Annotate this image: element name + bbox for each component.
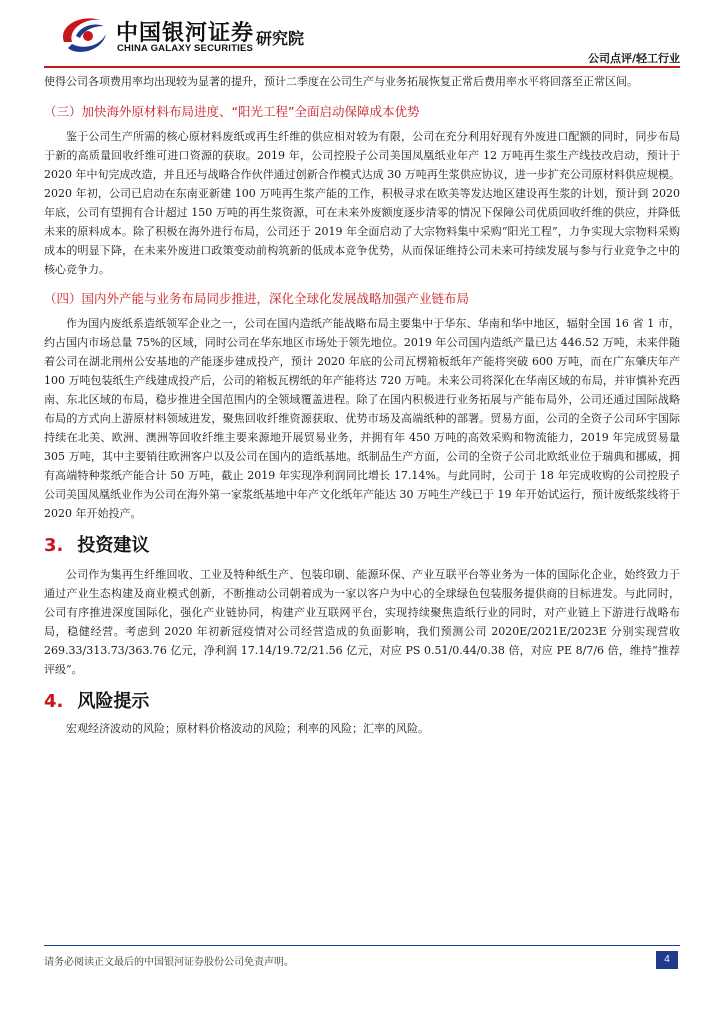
- section-title: 风险提示: [77, 691, 150, 712]
- galaxy-logo-icon: [58, 12, 110, 56]
- report-body: [44, 70, 680, 738]
- subsection-heading-3: （三）加快海外原材料布局进度、“阳光工程”全面启动保障成本优势: [44, 104, 420, 119]
- brand-name-en: CHINA GALAXY SECURITIES: [117, 43, 254, 54]
- section-heading-investment: [44, 533, 680, 559]
- section-title: 投资建议: [77, 535, 150, 556]
- brand-name-cn: 中国银河证券: [116, 21, 255, 46]
- page-header: [0, 0, 724, 70]
- risk-paragraph: 宏观经济波动的风险；原材料价格波动的风险；利率的风险；汇率的风险。: [66, 722, 429, 735]
- footer-disclaimer: 请务必阅读正文最后的中国银河证券股份公司免责声明。: [44, 957, 294, 968]
- subsection-paragraph-4: 作为国内废纸系造纸领军企业之一，公司在国内造纸产能战略布局主要集中于华东、华南和华中地区，辐射全国 16 省 1 市，约占国内市场总量 75%的区域，同时公司在华东地区市场处于领先地位。2019 年公司国内造纸产量已达 446.52 万吨，未来伴随着公司在湖北荆州公安基地的产能逐步建成投产，预计 2020 年底的公司瓦楞箱板纸年产能将突破 600 万吨，而在广东肇庆年产 100 万吨包装纸生产线建成投产后，公司的箱板瓦楞纸的年产能将达 720 万吨。未来公司将深化在华南区域的布局，并审慎补充西南、东北区域的布局，稳步推进全国范围内的全领域覆盖进程。除了在国内积极进行业务拓展与产能布局外，公司还通过国际战略布局的方式向上游原材料领域进发，聚焦回收纤维资源获取、优势市场及高端纸种的部署。贸易方面，公司的全资子公司环宇国际持续在北美、欧洲、澳洲等回收纤维主要来源地开展贸易业务，并拥有年 450 万吨的高效采购和物流能力，2019 年完成贸易量 305 万吨，其中主要销往欧洲客户以及公司在国内的造纸基地。纸制品生产方面，公司的全资子公司北欧纸业位于瑞典和挪威，拥有高端特种浆纸产能合计 50 万吨，截止 2019 年实现净利润同比增长 17.14%。与此同时，公司于 18 年完成收购的公司控股子公司美国凤凰纸业作为公司在海外第一家浆纸基地中年产文化纸年产能达 30 万吨生产线已于 19 年开始试运行，预计废纸浆线将于 2020 年开始投产。: [44, 317, 680, 520]
- investment-paragraph: 公司作为集再生纤维回收、工业及特种纸生产、包装印刷、能源环保、产业互联平台等业务为一体的国际化企业，始终致力于通过产业生态构建及商业模式创新，不断推动公司朝着成为一家以客户为中心的全球绿色包装服务提供商的目标进发。与此同时，公司有序推进深度国际化，强化产业链协同，构建产业互联网平台，实现持续聚焦造纸行业的同时，对产业链上下游进行战略布局，稳健经营。考虑到 2020 年初新冠疫情对公司经营造成的负面影响，我们预测公司 2020E/2021E/2023E 分别实现营收 269.33/313.73/363.76 亿元，净利润 17.14/19.72/21.56 亿元，对应 PS 0.51/0.44/0.38 倍，对应 PE 8/7/6 倍，维持“推荐评级”。: [44, 568, 680, 676]
- header-divider: [44, 66, 680, 68]
- institute-label: 研究院: [256, 29, 305, 48]
- subsection-paragraph-3: 鉴于公司生产所需的核心原材料废纸或再生纤维的供应相对较为有限，公司在充分利用好现有外废进口配额的同时，同步布局于新的高质量回收纤维可进口资源的获取。2019 年，公司控股子公司美国凤凰纸业年产 12 万吨再生浆生产线技改启动，预计于 2020 年中旬完成改造，并且还与战略合作伙伴通过创新合作模式达成 30 万吨再生浆供应协议，进一步扩充公司原材料供应规模。2020 年初，公司已启动在东南亚新建 100 万吨再生浆产能的工作，积极寻求在欧美等发达地区建设再生浆的计划，预计到 2020 年底，公司有望拥有合计超过 150 万吨的再生浆资源，可在未来外废额度逐步清零的情况下保障公司优质回收纤维的供应，并降低未来的原料成本。除了积极在海外进行布局，公司还于 2019 年全面启动了大宗物料集中采购“阳光工程”，力争实现大宗物料采购成本的明显下降，在未来外废进口政策变动前构筑新的低成本竞争优势，从而保证维持公司未来可持续发展与参与行业竞争之中的核心竞争力。: [44, 130, 680, 276]
- page-number: 4: [656, 951, 678, 969]
- section-number: 3.: [44, 535, 64, 556]
- subsection-heading-4: （四）国内外产能与业务布局同步推进，深化全球化发展战略加强产业链布局: [44, 291, 470, 306]
- section-heading-risk: [44, 689, 680, 715]
- footer-divider: [44, 945, 680, 946]
- report-type-label: 公司点评/轻工行业: [587, 52, 680, 65]
- section-number: 4.: [44, 691, 64, 712]
- intro-paragraph: 使得公司各项费用率均出现较为显著的提升，预计二季度在公司生产与业务拓展恢复正常后费用率水平将回落至正常区间。: [44, 75, 638, 88]
